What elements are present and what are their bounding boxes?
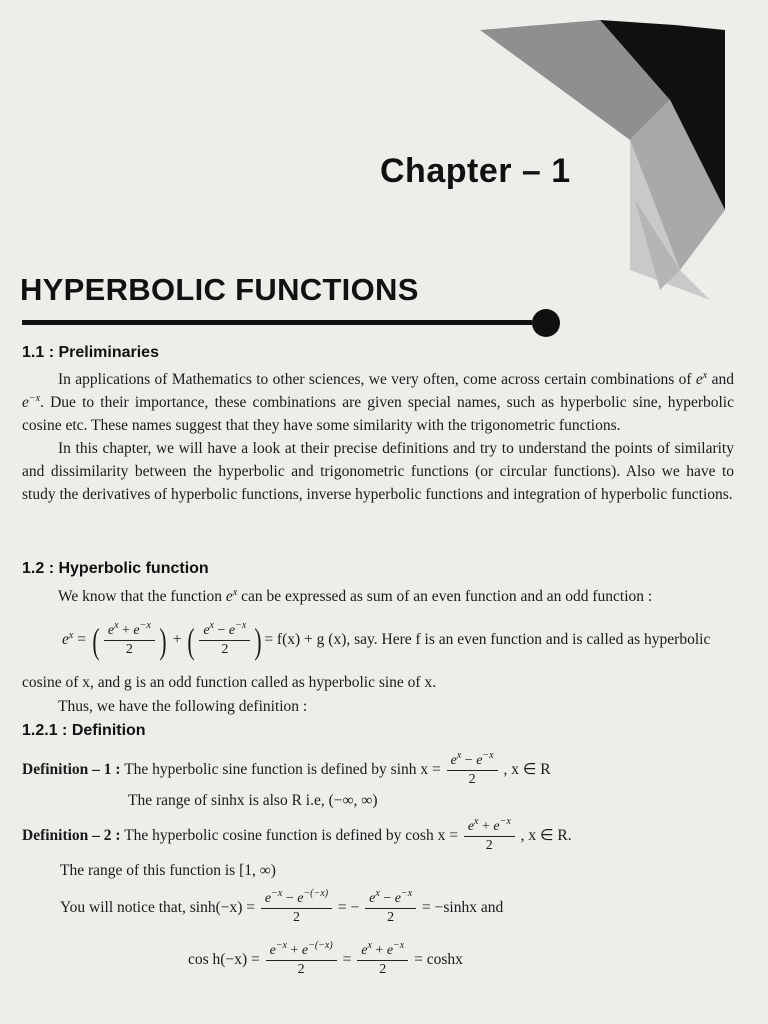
- definition-2-range: The range of this function is [1, ∞): [60, 862, 276, 879]
- hyperbolic-intro: We know that the function $e^x$ can be expressed as sum of an even function and an odd function :: [58, 587, 653, 605]
- title-rule-dot: [532, 309, 560, 337]
- sinh-odd-equation: You will notice that, sinh(−x) = $\frac{e^{-x} - e^{-(-x)}}{2}$ = − $\frac{e^x - e^{-x}}{2}$ = −sinhx and: [60, 888, 504, 925]
- definition-2: Definition – 2 : The hyperbolic cosine function is defined by cosh x = $\frac{e^x + e^{-x}}{2}$ , x ∈ R.: [22, 816, 572, 853]
- page-title: HYPERBOLIC FUNCTIONS: [20, 272, 419, 307]
- hyperbolic-continuation: cosine of x, and g is an odd function called as hyperbolic sine of x.: [22, 674, 437, 691]
- section-heading-1-2-1: 1.2.1 : Definition: [22, 722, 146, 739]
- cosh-even-equation: cos h(−x) = $\frac{e^{-x} + e^{-(-x)}}{2}$ = $\frac{e^x + e^{-x}}{2}$ = coshx: [188, 940, 463, 977]
- title-rule-bar: [22, 320, 532, 325]
- definition-1: Definition – 1 : The hyperbolic sine function is defined by sinh x = $\frac{e^x - e^{-x}}{2}$ , x ∈ R: [22, 750, 551, 787]
- decomposition-equation: $e^x$ = ( $\frac{e^x + e^{-x}}{2}$ ) + ( $\frac{e^x - e^{-x}}{2}$ ) = f(x) + g (x), say. Here f is an even function and is called as hyperbolic: [62, 620, 711, 661]
- title-underline: [22, 310, 567, 340]
- preliminaries-text: In applications of Mathematics to other sciences, we very often, come across certain combinations of $e^x$ and $e^{-x}$. Due to their importance, these combinations are given special names, such as hyperbolic sine, hyperbolic cosine etc. These names suggest that they have some similarity with the trigonometric functions. In this chapter, we will have a look at their precise definitions and try to understand the points of similarity and dissimilarity between the hyperbolic and trigonometric functions (or circular functions). Also we have to study the derivatives of hyperbolic functions, inverse hyperbolic functions and integration of hyperbolic functions.: [22, 370, 735, 503]
- section-heading-1-2: 1.2 : Hyperbolic function: [22, 560, 209, 577]
- definition-lead: Thus, we have the following definition :: [58, 698, 308, 715]
- section-heading-1-1: 1.1 : Preliminaries: [22, 344, 159, 361]
- definition-1-range: The range of sinhx is also R i.e, (−∞, ∞): [128, 792, 378, 809]
- chapter-label: Chapter – 1: [380, 152, 571, 190]
